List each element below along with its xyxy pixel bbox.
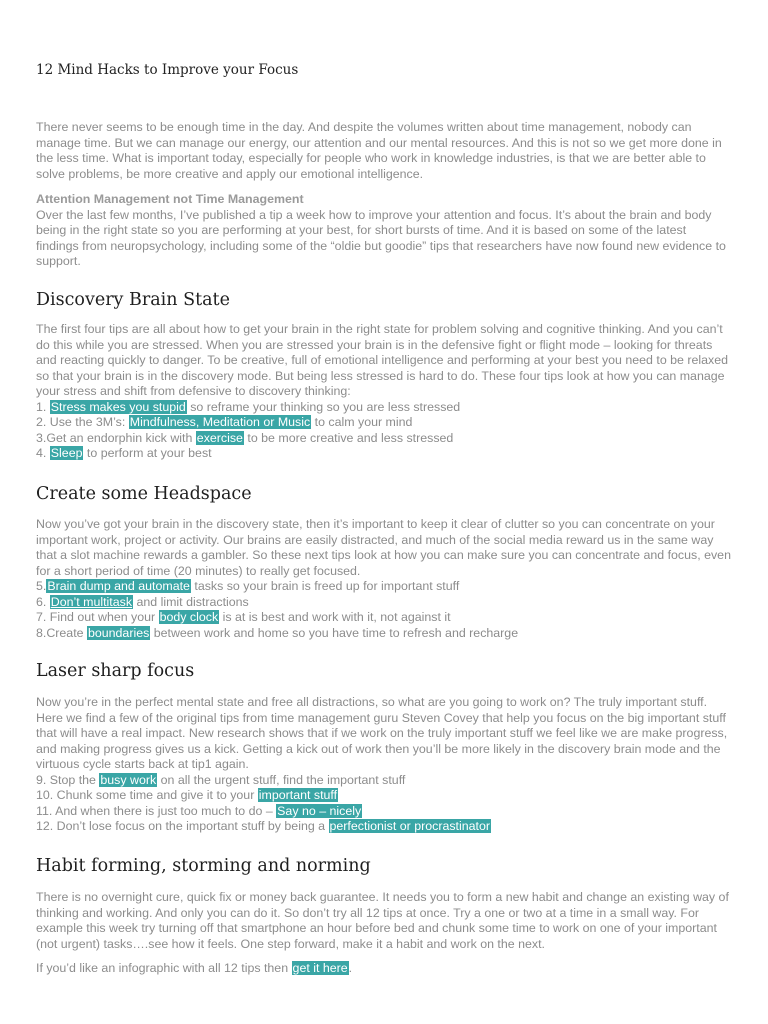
headspace-body — [36, 517, 732, 641]
tip-6: 6. Don’t multitask and limit distractions — [36, 594, 249, 609]
tip-12-link[interactable]: perfectionist or procrastinator — [329, 819, 490, 833]
headspace-heading: Create some Headspace — [36, 484, 252, 504]
headspace-section — [36, 484, 732, 504]
habit-section — [36, 856, 732, 876]
laser-body — [36, 695, 732, 835]
tip-9: 9. Stop the busy work on all the urgent stuff, find the important stuff — [36, 772, 406, 787]
tip-2: 2. Use the 3M’s: Mindfulness, Meditation or Music to calm your mind — [36, 415, 413, 429]
discovery-paragraph: The first four tips are all about how to get your brain in the right state for problem solving and cognitive thinking. And you can’t do this while you are stressed. When you are stressed your brain is in the defensive fight or flight mode – looking for threats and reacting quickly to danger. To be creative, full of emotional intelligence and performing at your best you need to be relaxed so that your brain is in the discovery mode. But being less stressed is hard to do. These four tips look at how you can manage your stress and shift from defensive to discovery thinking: — [36, 322, 729, 398]
tip-6-link[interactable]: Don’t multitask — [50, 594, 133, 609]
page-title: 12 Mind Hacks to Improve your Focus — [36, 62, 299, 78]
tip-8: 8.Create boundaries between work and home so you have time to refresh and recharge — [36, 625, 519, 640]
attention-paragraph: Over the last few months, I’ve published a tip a week how to improve your attention and focus. It’s about the brain and body being in the right state so you are performing at your best, for short bursts of time. And it is based on some of the latest findings from neuropsychology, including some of the “oldie but goodie” tips that researchers have now found new evidence to support. — [36, 207, 726, 268]
tip-4-link[interactable]: Sleep — [50, 446, 83, 460]
tip-2-link[interactable]: Mindfulness, Meditation or Music — [129, 415, 311, 429]
laser-paragraph: Now you’re in the perfect mental state and free all distractions, so what are you going to work on? The truly important stuff. Here we find a few of the original tips from time management guru Steven Covey that help you focus on the big important stuff that will have a real impact. New research shows that if we work on the truly important stuff we feel like we are make progress, and making progress gives us a kick. Getting a kick out of work then you’ll be more likely in the discovery brain mode and the virtuous cycle starts back at tip1 again. — [36, 695, 728, 771]
tip-5: 5.Brain dump and automate tasks so your brain is freed up for important stuff — [36, 579, 460, 593]
tip-8-link[interactable]: boundaries — [87, 625, 150, 640]
habit-body — [36, 890, 732, 952]
tip-12: 12. Don’t lose focus on the important stuff by being a perfectionist or procrastinator — [36, 819, 490, 833]
laser-heading: Laser sharp focus — [36, 661, 195, 681]
tip-4: 4. Sleep to perform at your best — [36, 446, 212, 460]
tip-1: 1. Stress makes you stupid so reframe your thinking so you are less stressed — [36, 399, 461, 414]
tip-11-link[interactable]: Say no – nicely — [277, 803, 362, 818]
laser-section — [36, 661, 732, 681]
tip-9-link[interactable]: busy work — [100, 772, 157, 787]
tip-7: 7. Find out when your body clock is at is best and work with it, not against it — [36, 610, 451, 624]
intro-section — [36, 120, 732, 182]
tip-10-link[interactable]: important stuff — [258, 788, 338, 802]
infographic-line — [36, 961, 732, 977]
habit-heading: Habit forming, storming and norming — [36, 856, 371, 876]
discovery-body — [36, 322, 732, 462]
tip-10: 10. Chunk some time and give it to your important stuff — [36, 788, 338, 802]
attention-section — [36, 192, 732, 270]
discovery-section — [36, 290, 732, 310]
discovery-heading: Discovery Brain State — [36, 290, 230, 310]
get-it-here-link[interactable]: get it here — [292, 961, 348, 975]
tip-11: 11. And when there is just too much to do – Say no – nicely — [36, 803, 362, 818]
tip-7-link[interactable]: body clock — [159, 610, 219, 624]
headspace-paragraph: Now you’ve got your brain in the discovery state, then it’s important to keep it clear of clutter so you can concentrate on your important work, project or activity. Our brains are easily distracted, and much of the social media reward us in the same way that a slot machine rewards a gambler. So these next tips look at how you can make sure you can concentrate and focus, even for a short period of time (20 minutes) to really get focused. — [36, 517, 731, 578]
attention-heading: Attention Management not Time Management — [36, 192, 304, 206]
tip-1-link[interactable]: Stress makes you stupid — [50, 399, 186, 414]
habit-paragraph: There is no overnight cure, quick fix or money back guarantee. It needs you to form a new habit and change an existing way of thinking and working. And only you can do it. So don’t try all 12 tips at once. Try a one or two at a time in a small way. For example this week try turning off that smartphone an hour before bed and chunk some time to work on one of your important (not urgent) tasks….see how it feels. One step forward, make it a habit and work on the next. — [36, 890, 729, 951]
intro-paragraph: There never seems to be enough time in the day. And despite the volumes written about time management, nobody can manage time. But we can manage our energy, our attention and our mental resources. And this is not so we get more done in the less time. What is important today, especially for people who work in knowledge industries, is that we are better able to solve problems, be more creative and apply our emotional intelligence. — [36, 120, 722, 181]
tip-3: 3.Get an endorphin kick with exercise to be more creative and less stressed — [36, 430, 454, 445]
final-cta: If you’d like an infographic with all 12 tips then get it here. — [36, 961, 353, 975]
tip-3-link[interactable]: exercise — [196, 430, 243, 445]
tip-5-link[interactable]: Brain dump and automate — [47, 579, 190, 593]
